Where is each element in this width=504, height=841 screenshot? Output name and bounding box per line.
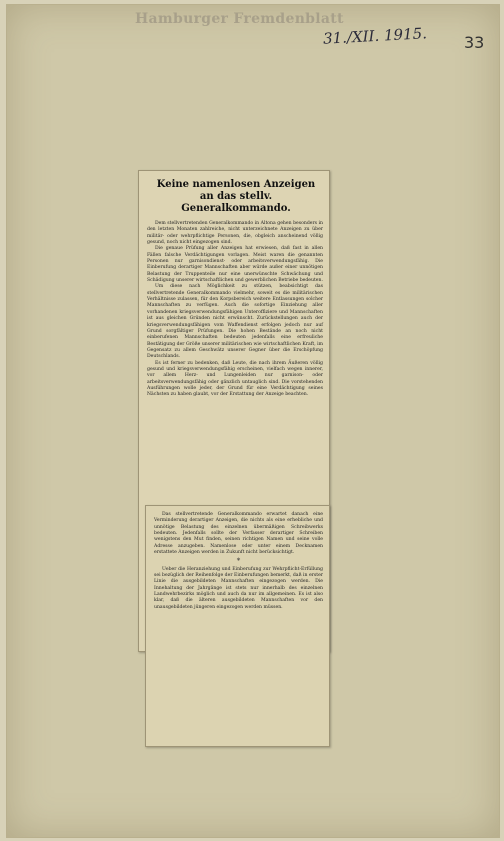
clipping-body (147, 221, 323, 399)
newspaper-clipping-continued (145, 505, 330, 747)
paragraph: Es ist ferner zu bedenken, daß Leute, die nach ihrem Äußeren völlig gesund und kriegsverwendungsfähig erscheinen, vielfach wegen innerer, vor allem Herz- und Lungenleiden nur garnison- oder arbeitsverwendungsfähig oder gänzlich untauglich sind. Die vorstehenden Ausführungen wolle jeder, der Grund für eine Verdächtigung seines Nächsten zu haben glaubt, vor der Erstattung der Anzeige beachten. (147, 360, 323, 398)
newspaper-stamp: Hamburger Fremdenblatt (135, 11, 344, 27)
paragraph: Ueber die Heranziehung und Einberufung zur Wehrpflicht-Erfüllung sei bezüglich der Reihenfolge der Einberufungen bemerkt, daß in erster Linie die ausgebildeten Mannschaften eingezogen werden. Die Innehaltung der Jahrgänge ist stets nur innerhalb des einzelnen Landwehrbezirks möglich und auch da nur im allgemeinen. Es ist also klar, daß die älteren ausgebildeten Mannschaften vor den unausgebildeten jüngeren eingezogen werden müssen. (154, 566, 323, 610)
clipping-headline: Keine namenlosen Anzeigen an das stellv. Generalkommando. (156, 179, 316, 214)
paragraph: Die genaue Prüfung aller Anzeigen hat erwiesen, daß fast in allen Fällen falsche Verdächtigungen vorlagen. Meist waren die genannten Personen nur garnisondienst- oder arbeitsverwendungsfähig. Die Einberufung derartiger Mannschaften aber würde außer einer unnötigen Belastung der Truppenteile nur eine unerwünschte Schwächung und Schädigung unserer wirtschaftlichen und gewerblichen Betriebe bedeuten. (147, 246, 323, 284)
section-separator: * (236, 557, 241, 566)
paragraph: Dem stellvertretenden Generalkommando in Altona gehen besonders in den letzten Monaten zahlreiche, nicht unterzeichnete Anzeigen zu über militär- oder wehrpflichtige Personen, die, obgleich anscheinend völlig gesund, noch nicht eingezogen sind. (147, 221, 323, 246)
clipping-body-continued (154, 512, 323, 611)
handwritten-date: 31./XII. 1915. (322, 24, 428, 48)
page-number: 33 (464, 33, 485, 52)
paragraph: Das stellvertretende Generalkommando erwartet danach eine Verminderung derartiger Anzeigen, die nichts als eine erhebliche und unnötige Belastung des einzelnen übermäßigen Schreibwerks bedeuten. Jedenfalls sollte der Verfasser derartiger Schreiben wenigstens den Mut finden, seinen richtigen Namen und seine volle Adresse anzugeben. Namenlose oder unter einem Decknamen erstattete Anzeigen werden in Zukunft nicht berücksichtigt. (154, 512, 323, 556)
paragraph: Um diese nach Möglichkeit zu stützen, beabsichtigt das stellvertretende Generalkommando vielmehr, soweit es die militärischen Verhältnisse zulassen, für den Korpsbereich weitere Entlassungen solcher Mannschaften zu verfügen. Auch die sofortige Einziehung aller vorhandenen kriegsverwendungsfähigen Unteroffiziere und Mannschaften ist aus gleichen Gründen nicht erwünscht. Zurückstellungen auch der kriegsverwendungsfähigen vom Waffendienst erfolgen jedoch nur auf Grund sorgfältiger Prüfungen. Die hohen Bestände an noch nicht einberufenen Mannschaften bedeuten jedenfalls eine erfreuliche Bestätigung der Größe unserer militärischen wie wirtschaftlichen Kraft, im Gegensatz zu allem Geschwätz unserer Gegner über die Erschöpfung Deutschlands. (147, 284, 323, 360)
